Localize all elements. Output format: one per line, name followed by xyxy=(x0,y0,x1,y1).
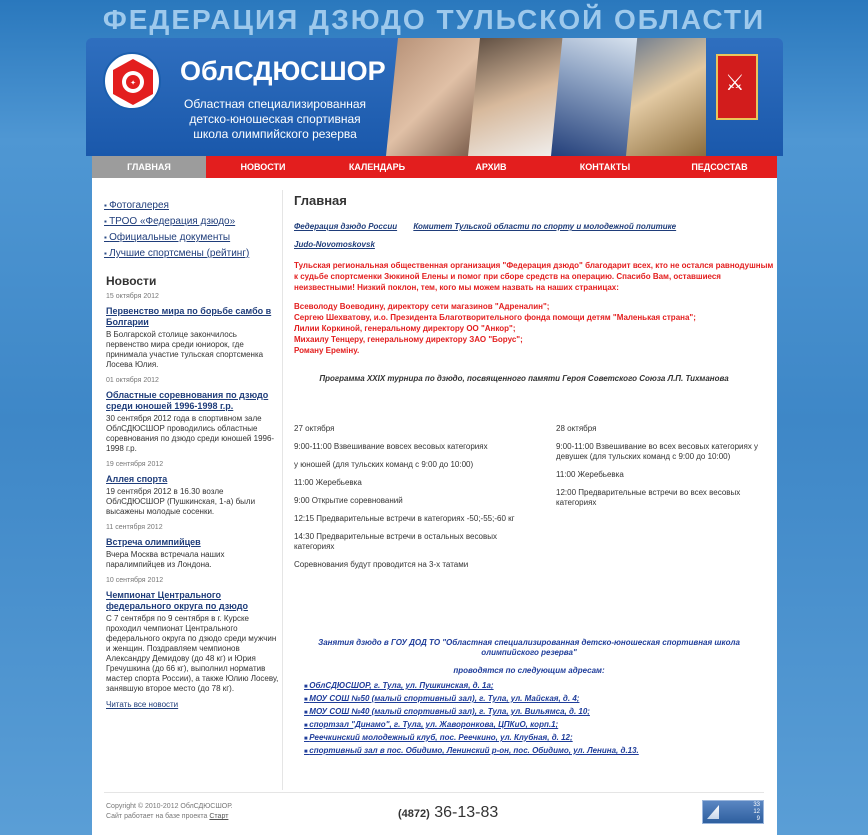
banner-title: ФЕДЕРАЦИЯ ДЗЮДО ТУЛЬСКОЙ ОБЛАСТИ xyxy=(102,4,766,35)
link-judo-russia[interactable]: Федерация дзюдо России xyxy=(294,222,398,231)
phone-number: 36-13-83 xyxy=(434,804,499,821)
counter-values xyxy=(753,802,760,823)
site-brand[interactable]: ОблСДЮСШОР xyxy=(180,56,386,86)
schedule-line: Соревнования будут проводится на 3-х татами xyxy=(294,560,469,569)
news-date: 15 октября 2012 xyxy=(106,293,159,300)
schedule-line: 27 октября xyxy=(294,424,335,433)
address-item[interactable]: ■ ОблСДЮСШОР, г. Тула, ул. Пушкинская, д. 1а; xyxy=(304,680,764,693)
link-sport-committee[interactable]: Комитет Тульской области по спорту и молодежной политике xyxy=(413,222,677,231)
schedule-line: 9:00 Открытие соревнований xyxy=(294,496,403,505)
visit-counter[interactable] xyxy=(702,800,764,824)
footer-copyright xyxy=(106,802,233,822)
thanks-names xyxy=(294,301,774,356)
schedule-line: 9:00-11:00 Взвешивание во всех весовых категориях у девушек (для тульских команд с 9:00 до 10:00) xyxy=(556,442,759,461)
site-subtitle: Областная специализированная детско-юношеская спортивная школа олимпийского резерва xyxy=(184,97,366,141)
news-title-link[interactable]: Чемпионат Центрального федерального округа по дзюдо xyxy=(106,590,248,611)
news-text: 30 сентября 2012 года в спортивном зале ОблСДЮСШОР проводились областные соревнования по дзюдо среди юношей 1996-1998 г.р. xyxy=(106,414,275,453)
column-divider xyxy=(282,190,283,790)
schedule-line: 9:00-11:00 Взвешивание вовсех весовых категориях xyxy=(294,442,488,451)
address-item[interactable]: ■ Реечкинский молодежный клуб, пос. Реечкино, ул. Клубная, д. 12; xyxy=(304,732,764,745)
nav-item-contacts[interactable]: КОНТАКТЫ xyxy=(579,162,631,172)
counter-value: 33 xyxy=(753,802,760,808)
training-title: Занятия дзюдо в ГОУ ДОД ТО "Областная специализированная детско-юношеская спортивная школа олимпийского резерва" xyxy=(318,638,740,657)
sidebar-link-rating[interactable]: ▪ Лучшие спортсмены (рейтинг) xyxy=(104,246,279,262)
training-info xyxy=(294,638,764,758)
address-list xyxy=(294,680,764,758)
counter-chart-icon xyxy=(707,805,719,819)
schedule-line: 12:00 Предварительные встречи во всех весовых категориях xyxy=(556,488,741,507)
schedule-line: 11:00 Жеребьевка xyxy=(556,470,624,479)
powered-prefix: Сайт работает на базе проекта xyxy=(106,813,210,820)
news-title-link[interactable]: Встреча олимпийцев xyxy=(106,537,201,547)
partner-links xyxy=(294,218,774,254)
read-all-news-link[interactable]: Читать все новости xyxy=(106,700,179,709)
thanks-paragraph: Тульская региональная общественная организация "Федерация дзюдо" благодарит всех, кто не остался равнодушным к судьбе спортсменки Зюкиной Елены и помог при сборе средств на операцию. Спасибо Вам, оставшиеся неизвестными! Низкий поклон, тем, кого мы можем назвать на наших страницах: xyxy=(294,261,774,292)
counter-value: 12 xyxy=(753,809,760,815)
news-text: 19 сентября 2012 в 16.30 возле ОблСДЮСШОР (Пушкинская, 1-а) были высажены молодые сосенки. xyxy=(106,487,256,516)
news-text: С 7 сентября по 9 сентября в г. Курске проходил чемпионат Центрального федерального округа по дзюдо среди мужчин и женщин. Поздравляем чемпионов Александру Демидову (до 48 кг) и Юрия Гречушкина (до 66 кг), выполнил норматив мастер спорта России), а также Юлию Лосеву, занявшую второе место (до 78 кг). xyxy=(106,614,279,693)
schedule-line: 28 октября xyxy=(556,424,597,433)
schedule-line: 12:15 Предварительные встречи в категориях -50;-55;-60 кг xyxy=(294,514,515,523)
news-title-link[interactable]: Областные соревнования по дзюдо среди юношей 1996-1998 г.р. xyxy=(106,390,269,411)
schedule-day-2 xyxy=(556,424,774,516)
main-nav xyxy=(92,156,777,178)
news-date: 10 сентября 2012 xyxy=(106,577,164,584)
nav-item-main[interactable]: ГЛАВНАЯ xyxy=(92,156,206,178)
site-header xyxy=(86,38,783,156)
address-item[interactable]: ■ МОУ СОШ №50 (малый спортивный зал), г. Тула, ул. Майская, д. 4; xyxy=(304,693,764,706)
thanks-name-line: Всеволоду Воеводину, директору сети магазинов "Адреналин"; xyxy=(294,302,550,311)
nav-item-news[interactable]: НОВОСТИ xyxy=(240,162,286,172)
schedule-line: у юношей (для тульских команд с 9:00 до 10:00) xyxy=(294,460,474,469)
news-date: 11 сентября 2012 xyxy=(106,524,163,531)
thanks-name-line: Михаилу Тенцеру, генеральному директору ЗАО "Борус"; xyxy=(294,335,523,344)
link-judo-novomoskovsk[interactable]: Judo-Novomoskovsk xyxy=(294,240,375,249)
training-subtitle: проводятся по следующим адресам: xyxy=(453,666,605,675)
thanks-name-line: Роману Ереміну. xyxy=(294,346,360,355)
address-item[interactable]: ■ спортзал "Динамо", г. Тула, ул. Жаворонкова, ЦПКиО, корп.1; xyxy=(304,719,764,732)
address-item[interactable]: ■ спортивный зал в пос. Обидимо, Ленинский р-он, пос. Обидимо, ул. Ленина, д.13. xyxy=(304,745,764,758)
news-date: 19 сентября 2012 xyxy=(106,461,164,468)
program-title: Программа XXIX турнира по дзюдо, посвященного памяти Героя Советского Союза Л.П. Тихманова xyxy=(319,374,729,383)
news-item xyxy=(106,376,279,454)
news-text: Вчера Москва встречала наших паралимпийцев из Лондона. xyxy=(106,550,225,569)
news-text: В Болгарской столице закончилось первенство мира среди юниорок, где принимала участие тульская спортсменка Лосева Юлия. xyxy=(106,330,264,369)
counter-value: 9 xyxy=(756,816,760,822)
address-item[interactable]: ■ МОУ СОШ №40 (малый спортивный зал), г. Тула, ул. Вильямса, д. 10; xyxy=(304,706,764,719)
nav-item-staff[interactable]: ПЕДСОСТАВ xyxy=(691,162,748,172)
svg-text:✦: ✦ xyxy=(130,79,136,87)
header-photo-strip xyxy=(386,38,706,156)
sidebar-links xyxy=(104,198,279,262)
sidebar-link-federation[interactable]: ▪ ТРОО «Федерация дзюдо» xyxy=(104,214,279,230)
copyright-text: Copyright © 2010-2012 ОблСДЮСШОР. xyxy=(106,803,233,810)
news-item xyxy=(106,523,279,570)
nav-item-calendar[interactable]: КАЛЕНДАРЬ xyxy=(348,162,406,172)
schedule-day-1 xyxy=(294,424,549,578)
news-title-link[interactable]: Первенство мира по борьбе самбо в Болгарии xyxy=(106,306,272,327)
schedule-line: 11:00 Жеребьевка xyxy=(294,478,362,487)
sidebar-link-documents[interactable]: ▪ Официальные документы xyxy=(104,230,279,246)
news-item xyxy=(106,460,279,517)
thanks-name-line: Лилии Коркиной, генеральному директору ОО "Анкор"; xyxy=(294,324,516,333)
news-item xyxy=(106,576,279,694)
sidebar xyxy=(104,198,279,710)
footer-divider xyxy=(104,792,764,793)
main-content xyxy=(294,193,774,755)
footer-phone xyxy=(398,804,498,822)
schedule-line: 14:30 Предварительные встречи в остальных весовых категориях xyxy=(294,532,497,551)
nav-item-archive[interactable]: АРХИВ xyxy=(475,162,507,172)
powered-by xyxy=(106,812,233,822)
thanks-name-line: Сергею Шехватову, и.о. Президента Благотворительного фонда помощи детям "Маленькая страна"; xyxy=(294,313,696,322)
page-title: Главная xyxy=(294,193,347,208)
judoka-emblem-icon: ⚔ xyxy=(725,70,745,95)
judo-federation-logo-icon[interactable] xyxy=(104,53,162,111)
powered-link[interactable]: Старт xyxy=(209,813,229,820)
news-item xyxy=(106,292,279,370)
header-photo-4 xyxy=(626,38,706,156)
news-date: 01 октября 2012 xyxy=(106,377,159,384)
region-flag-icon xyxy=(716,54,758,120)
news-title-link[interactable]: Аллея спорта xyxy=(106,474,168,484)
news-heading: Новости xyxy=(106,274,157,288)
content-area xyxy=(92,178,777,835)
phone-code: (4872) xyxy=(398,808,430,820)
sidebar-link-gallery[interactable]: ▪ Фотогалерея xyxy=(104,198,279,214)
